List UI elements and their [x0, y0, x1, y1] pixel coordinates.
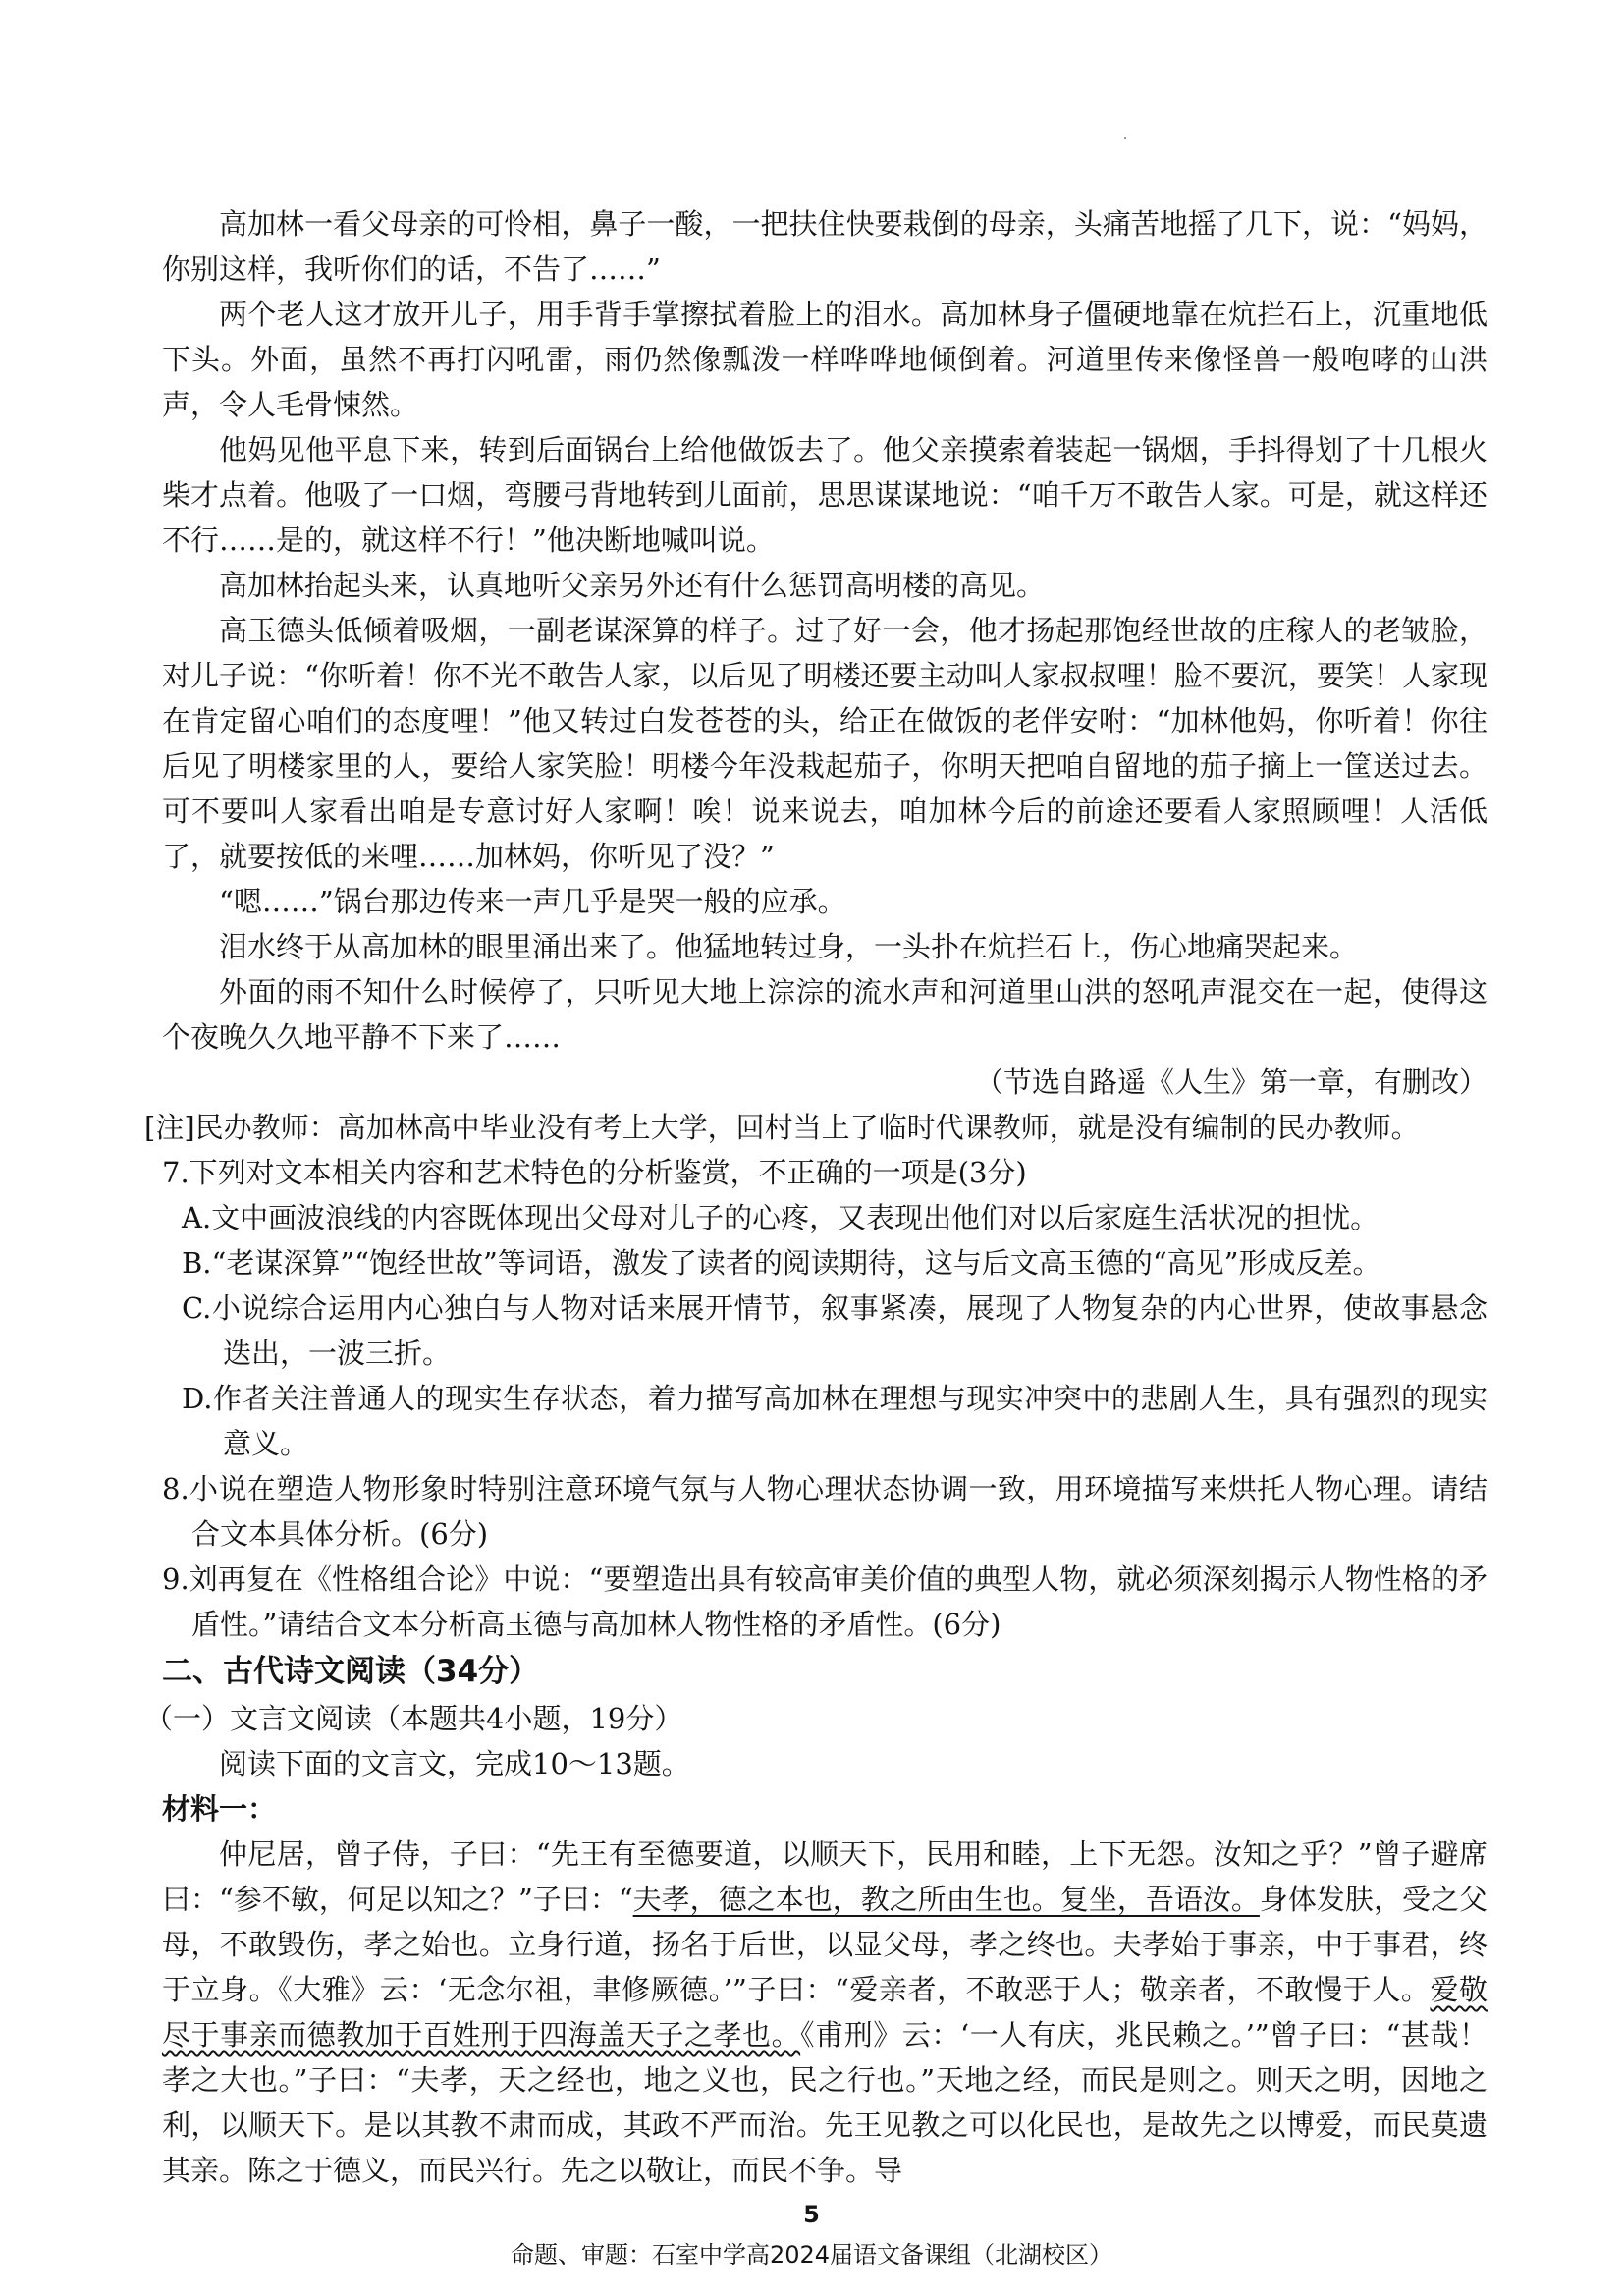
page-content	[144, 201, 1488, 2193]
passage-paragraph: 高加林一看父母亲的可怜相，鼻子一酸，一把扶住快要栽倒的母亲，头痛苦地摇了几下，说：“妈妈，你别这样，我听你们的话，不告了……”	[162, 207, 1488, 286]
wavy-underlined-sentence: 爱敬尽于事亲而德教加于百姓刑于四海盖天子之孝也。	[162, 1973, 1488, 2051]
page-number: 5	[803, 2201, 820, 2228]
material-label: 材料一：	[162, 1792, 277, 1826]
passage-paragraph: 高加林抬起头来，认真地听父亲另外还有什么惩罚高明楼的高见。	[219, 569, 1046, 602]
passage-paragraph: “嗯……”锅台那边传来一声几乎是哭一般的应承。	[219, 885, 846, 918]
question-7: 7.下列对文本相关内容和艺术特色的分析鉴赏，不正确的一项是(3分)	[162, 1156, 1027, 1189]
question-7-option-a: A.文中画波浪线的内容既体现出父母对儿子的心疼，又表现出他们对以后家庭生活状况的担忧。	[182, 1201, 1380, 1234]
passage-note: [注]民办教师：高加林高中毕业没有考上大学，回村当上了临时代课教师，就是没有编制的民办教师。	[144, 1111, 1420, 1144]
page-footer: 命题、审题：石室中学高2024届语文备课组（北湖校区）	[510, 2241, 1113, 2269]
passage-paragraph: 外面的雨不知什么时候停了，只听见大地上淙淙的流水声和河道里山洪的怒吼声混交在一起，使得这个夜晚久久地平静不下来了……	[162, 975, 1488, 1054]
passage-paragraph: 高玉德头低倾着吸烟，一副老谋深算的样子。过了好一会，他才扬起那饱经世故的庄稼人的老皱脸，对儿子说：“你听着！你不光不敢告人家，以后见了明楼还要主动叫人家叔叔哩！脸不要沉，要笑！人家现在肯定留心咱们的态度哩！”他又转过白发苍苍的头，给正在做饭的老伴安咐：“加林他妈，你听着！你往后见了明楼家里的人，要给人家笑脸！明楼今年没栽起茄子，你明天把咱自留地的茄子摘上一筐送过去。可不要叫人家看出咱是专意讨好人家啊！唉！说来说去，咱加林今后的前途还要看人家照顾哩！人活低了，就要按低的来哩……加林妈，你听见了没？”	[162, 614, 1488, 873]
reading-instruction: 阅读下面的文言文，完成10～13题。	[219, 1747, 690, 1780]
question-8: 8.小说在塑造人物形象时特别注意环境气氛与人物心理状态协调一致，用环境描写来烘托人物心理。请结合文本具体分析。(6分)	[162, 1472, 1488, 1551]
passage-source: （节选自路遥《人生》第一章，有删改）	[974, 1066, 1488, 1099]
passage-paragraph: 两个老人这才放开儿子，用手背手掌擦拭着脸上的泪水。高加林身子僵硬地靠在炕拦石上，沉重地低下头。外面，虽然不再打闪吼雷，雨仍然像瓢泼一样哗哗地倾倒着。河道里传来像怪兽一般咆哮的山洪声，令人毛骨悚然。	[162, 298, 1488, 421]
scan-speck	[1124, 137, 1126, 139]
question-7-option-d: D.作者关注普通人的现实生存状态，着力描写高加林在理想与现实冲突中的悲剧人生，具有强烈的现实意义。	[182, 1382, 1488, 1460]
question-7-option-b: B.“老谋深算”“饱经世故”等词语，激发了读者的阅读期待，这与后文高玉德的“高见”形成反差。	[182, 1246, 1381, 1280]
section-heading: 二、古代诗文阅读（34分）	[162, 1654, 540, 1689]
passage-paragraph: 泪水终于从高加林的眼里涌出来了。他猛地转过身，一头扑在炕拦石上，伤心地痛哭起来。	[219, 930, 1359, 963]
classical-text-segment: 仲尼居，曾子侍，子曰：“先王有至德要道，以顺天下，民用和睦，上下无怨。汝知之乎？”曾子避席曰：“参不敏，何足以知之？”子曰：“	[162, 1837, 1488, 1916]
subsection-heading: （一）文言文阅读（本题共4小题，19分）	[144, 1702, 683, 1735]
passage-paragraph: 他妈见他平息下来，转到后面锅台上给他做饭去了。他父亲摸索着装起一锅烟，手抖得划了十几根火柴才点着。他吸了一口烟，弯腰弓背地转到儿面前，思思谋谋地说：“咱千万不敢告人家。可是，就这样还不行……是的，就这样不行！”他决断地喊叫说。	[162, 433, 1488, 557]
question-9: 9.刘再复在《性格组合论》中说：“要塑造出具有较高审美价值的典型人物，就必须深刻揭示人物性格的矛盾性。”请结合文本分析高玉德与高加林人物性格的矛盾性。(6分)	[162, 1562, 1488, 1641]
underlined-sentence: 夫孝，德之本也，教之所由生也。复坐，吾语汝。	[632, 1883, 1260, 1916]
classical-text-segment: 《甫刑》云：‘一人有庆，兆民赖之。’”曾子曰：“甚哉！孝之大也。”子曰：“夫孝，天之经也，地之义也，民之行也。”天地之经，而民是则之。则天之明，因地之利，以顺天下。是以其教不肃而成，其政不严而治。先王见教之可以化民也，是故先之以博爱，而民莫遗其亲。陈之于德义，而民兴行。先之以敬让，而民不争。导	[162, 2018, 1488, 2187]
classical-text	[162, 1831, 1488, 2193]
classical-text-segment: 身体发肤，受之父母，不敢毁伤，孝之始也。立身行道，扬名于后世，以显父母，孝之终也。夫孝始于事亲，中于事君，终于立身。《大雅》云：‘无念尔祖，聿修厥德。’”子曰：“爱亲者，不敢恶于人；敬亲者，不敢慢于人。	[162, 1883, 1488, 2006]
question-7-option-c: C.小说综合运用内心独白与人物对话来展开情节，叙事紧凑，展现了人物复杂的内心世界，使故事悬念迭出，一波三折。	[182, 1291, 1488, 1370]
